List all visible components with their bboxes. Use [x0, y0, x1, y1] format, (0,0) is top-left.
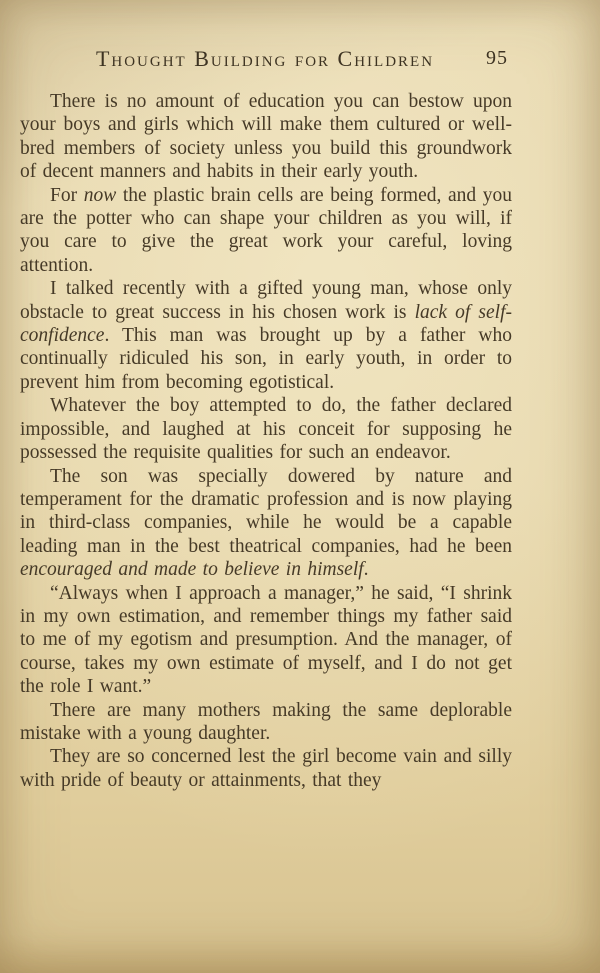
- text-segment: the plastic brain cells are being formed, and you are the potter who can shape your children as you will, if you care to give the great work your careful, loving attention.: [20, 184, 512, 276]
- text-segment: .: [363, 559, 369, 581]
- italic-text-segment: encouraged and made to believe in himself: [20, 559, 364, 581]
- text-segment: They are so concerned lest the girl become vain and silly with pride of beauty or attainments, that they: [20, 746, 512, 791]
- italic-text-segment: lack of self-confidence: [20, 301, 512, 347]
- paragraph: [20, 699, 512, 746]
- text-segment: . This man was brought up by a father who continually ridiculed his son, in early youth, in order to prevent him from becoming egotistical.: [20, 325, 512, 393]
- text-segment: The son was specially dowered by nature and temperament for the dramatic profession and is now playing in third-class companies, while he would be a capable leading man in the best theatrical companies, had he been: [20, 465, 512, 557]
- paragraph: [20, 465, 512, 582]
- italic-text-segment: now: [83, 184, 117, 206]
- paragraph: [20, 90, 512, 184]
- text-segment: For: [50, 184, 84, 206]
- paragraph: [20, 745, 512, 792]
- text-segment: There are many mothers making the same deplorable mistake with a young daughter.: [20, 699, 512, 744]
- paragraph: [20, 277, 512, 394]
- page-body: [20, 90, 512, 792]
- running-header: [20, 46, 510, 74]
- paragraph: [20, 394, 512, 464]
- text-segment: Whatever the boy attempted to do, the father declared impossible, and laughed at his conceit for supposing he possessed the requisite qualities for such an endeavor.: [20, 395, 512, 464]
- running-header-title: Thought Building for Children: [95, 46, 435, 71]
- text-segment: “Always when I approach a manager,” he said, “I shrink in my own estimation, and remember things my father said to me of my egotism and presumption. And the manager, of course, takes my own estimate of myself, and I do not get the role I want.”: [20, 582, 512, 698]
- paragraph: [20, 184, 512, 278]
- page-number: 95: [486, 47, 508, 69]
- text-segment: I talked recently with a gifted young man, whose only obstacle to great success in his chosen work is: [20, 278, 512, 323]
- text-segment: There is no amount of education you can bestow upon your boys and girls which will make them cultured or well-bred members of society unless you build this groundwork of decent manners and habits in their early youth.: [20, 91, 512, 183]
- paragraph: [20, 582, 512, 699]
